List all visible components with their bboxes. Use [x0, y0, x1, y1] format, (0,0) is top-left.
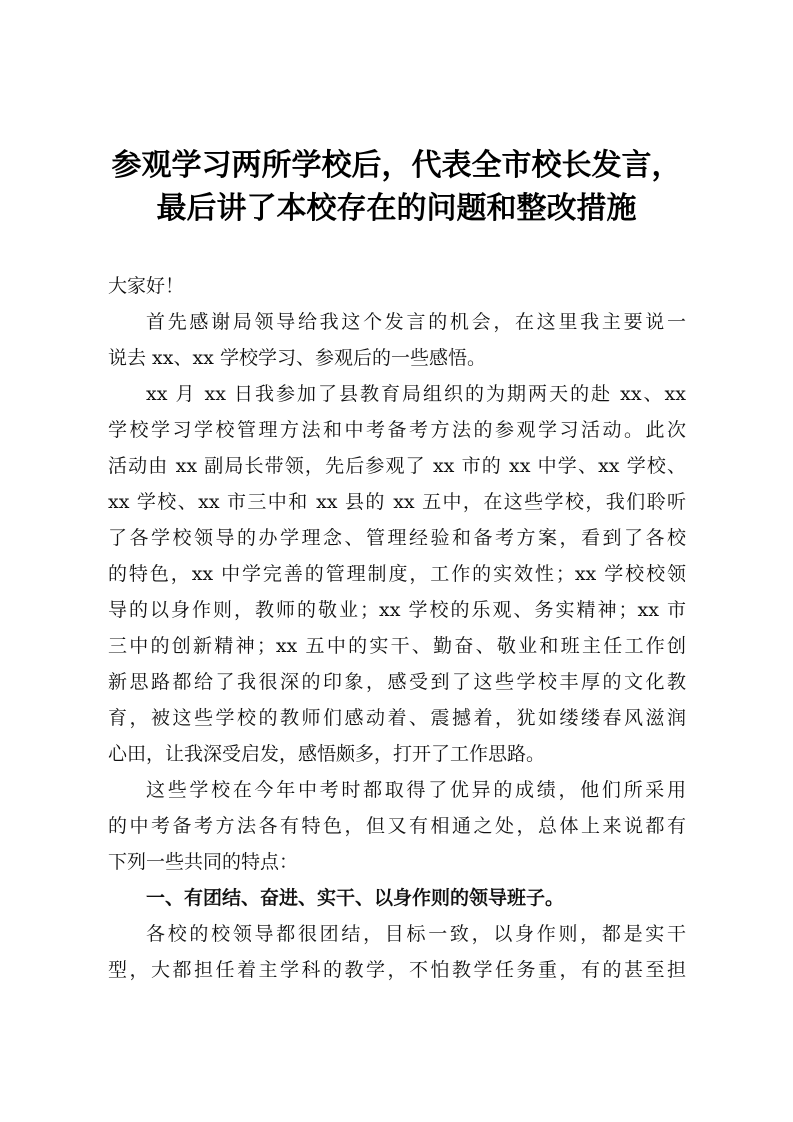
text-line: xx 学校、xx 市三中和 xx 县的 xx 五中，在这些学校，我们聆听 — [108, 491, 686, 513]
text-line: 一、有团结、奋进、实干、以身作则的领导班子。 — [146, 887, 565, 909]
text-line: 学校学习学校管理方法和中考备考方法的参观学习活动。此次 — [108, 419, 686, 441]
paragraph — [108, 918, 686, 990]
text-line: 的中考备考方法各有特色，但又有相通之处，总体上来说都有 — [108, 815, 686, 837]
paragraph — [108, 378, 686, 774]
document-body — [108, 270, 686, 990]
section-heading — [108, 882, 686, 918]
text-line: 大家好！ — [108, 275, 185, 297]
title-line-2: 最后讲了本校存在的问题和整改措施 — [156, 191, 637, 226]
text-line: 活动由 xx 副局长带领，先后参观了 xx 市的 xx 中学、xx 学校、 — [108, 455, 686, 477]
text-line: xx 月 xx 日我参加了县教育局组织的为期两天的赴 xx、xx — [146, 383, 686, 405]
document-title — [60, 146, 733, 232]
text-line: 说去 xx、xx 学校学习、参观后的一些感悟。 — [108, 347, 486, 369]
text-line: 这些学校在今年中考时都取得了优异的成绩，他们所采用 — [146, 779, 686, 801]
paragraph — [108, 270, 686, 306]
text-line: 各校的校领导都很团结，目标一致，以身作则，都是实干 — [146, 923, 686, 945]
text-line: 下列一些共同的特点： — [108, 851, 299, 873]
text-line: 型，大都担任着主学科的教学，不怕教学任务重，有的甚至担 — [108, 959, 686, 981]
text-line: 三中的创新精神；xx 五中的实干、勤奋、敬业和班主任工作创 — [108, 635, 686, 657]
text-line: 首先感谢局领导给我这个发言的机会，在这里我主要说一 — [146, 311, 686, 333]
text-line: 育，被这些学校的教师们感动着、震撼着，犹如缕缕春风滋润 — [108, 707, 686, 729]
text-line: 的特色，xx 中学完善的管理制度，工作的实效性；xx 学校校领 — [108, 563, 686, 585]
paragraph — [108, 774, 686, 882]
text-line: 了各学校领导的办学理念、管理经验和备考方案，看到了各校 — [108, 527, 686, 549]
title-line-1: 参观学习两所学校后，代表全市校长发言， — [111, 148, 682, 183]
paragraph — [108, 306, 686, 378]
text-line: 新思路都给了我很深的印象，感受到了这些学校丰厚的文化教 — [108, 671, 686, 693]
text-line: 导的以身作则，教师的敬业；xx 学校的乐观、务实精神；xx 市 — [108, 599, 686, 621]
text-line: 心田，让我深受启发，感悟颇多，打开了工作思路。 — [108, 743, 546, 765]
